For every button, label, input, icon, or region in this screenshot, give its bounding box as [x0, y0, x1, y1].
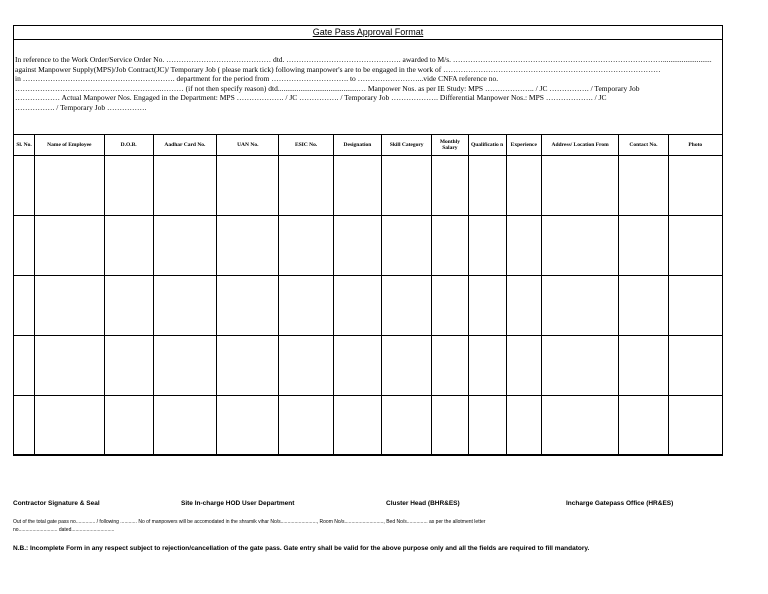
- table-cell[interactable]: [506, 156, 541, 216]
- site-incharge-label: Site In-charge HOD User Department: [181, 500, 295, 507]
- table-cell[interactable]: [333, 156, 381, 216]
- column-header: Contact No.: [619, 135, 668, 156]
- table-cell[interactable]: [668, 396, 722, 456]
- column-header: Monthly Salary: [432, 135, 468, 156]
- table-row: [14, 216, 723, 276]
- table-row: [14, 396, 723, 456]
- table-cell[interactable]: [506, 336, 541, 396]
- table-cell[interactable]: [468, 396, 506, 456]
- accommodation-note-line-2: no............................ dated...............................: [13, 526, 115, 533]
- table-cell[interactable]: [506, 396, 541, 456]
- table-cell[interactable]: [619, 216, 668, 276]
- paragraph-line-1: In reference to the Work Order/Service Order No. …………………………………… dtd. ………………………………………. awarded to M/s. …………………………………………………………………………..........................: [15, 55, 712, 64]
- table-cell[interactable]: [432, 336, 468, 396]
- table-cell[interactable]: [619, 396, 668, 456]
- table-cell[interactable]: [382, 276, 432, 336]
- table-cell[interactable]: [279, 216, 333, 276]
- table-cell[interactable]: [432, 216, 468, 276]
- table-cell[interactable]: [668, 216, 722, 276]
- column-header: D.O.B.: [104, 135, 153, 156]
- contractor-signature-label: Contractor Signature & Seal: [13, 500, 100, 507]
- column-header: Skill Category: [382, 135, 432, 156]
- column-header: UAN No.: [217, 135, 279, 156]
- table-cell[interactable]: [432, 396, 468, 456]
- table-cell[interactable]: [382, 216, 432, 276]
- table-cell[interactable]: [104, 216, 153, 276]
- table-cell[interactable]: [432, 156, 468, 216]
- table-cell[interactable]: [279, 276, 333, 336]
- table-cell[interactable]: [217, 276, 279, 336]
- table-cell[interactable]: [104, 336, 153, 396]
- table-cell[interactable]: [619, 336, 668, 396]
- table-cell[interactable]: [668, 336, 722, 396]
- table-cell[interactable]: [14, 336, 35, 396]
- table-cell[interactable]: [35, 336, 104, 396]
- table-cell[interactable]: [35, 216, 104, 276]
- table-row: [14, 156, 723, 216]
- table-cell[interactable]: [35, 156, 104, 216]
- column-header: Address/ Location From: [541, 135, 618, 156]
- table-cell[interactable]: [541, 396, 618, 456]
- table-cell[interactable]: [541, 276, 618, 336]
- table-cell[interactable]: [619, 276, 668, 336]
- table-header-row: [14, 135, 723, 156]
- table-cell[interactable]: [333, 396, 381, 456]
- table-cell[interactable]: [279, 156, 333, 216]
- table-cell[interactable]: [153, 276, 216, 336]
- table-cell[interactable]: [153, 336, 216, 396]
- column-header: Photo: [668, 135, 722, 156]
- gatepass-office-label: Incharge Gatepass Office (HR&ES): [566, 500, 674, 507]
- table-cell[interactable]: [217, 396, 279, 456]
- table-cell[interactable]: [153, 216, 216, 276]
- table-cell[interactable]: [279, 396, 333, 456]
- form-title-text: Gate Pass Approval Format: [312, 27, 424, 37]
- table-cell[interactable]: [14, 396, 35, 456]
- table-cell[interactable]: [506, 276, 541, 336]
- table-cell[interactable]: [541, 336, 618, 396]
- cluster-head-label: Cluster Head (BHR&ES): [386, 500, 460, 507]
- paragraph-line-5: ……………… Actual Manpower Nos. Engaged in the Department: MPS ………………. / JC ……………. / Temporary Job ………………. Differential Manpower Nos.: MPS ………………. / JC: [15, 93, 607, 102]
- table-cell[interactable]: [333, 336, 381, 396]
- column-header: Aadhar Card No.: [153, 135, 216, 156]
- table-cell[interactable]: [468, 216, 506, 276]
- table-cell[interactable]: [506, 216, 541, 276]
- table-cell[interactable]: [668, 276, 722, 336]
- table-cell[interactable]: [432, 276, 468, 336]
- table-row: [14, 336, 723, 396]
- accommodation-note: [13, 519, 485, 534]
- table-cell[interactable]: [14, 156, 35, 216]
- table-cell[interactable]: [382, 336, 432, 396]
- table-cell[interactable]: [35, 276, 104, 336]
- accommodation-note-line-1: Out of the total gate pass no.............. / following ............ No of manpowers will be accomodated in the shramik vihar No/s.........................., Room No/s............................, Bed No/s............... as per the allotment letter: [13, 519, 486, 525]
- column-header: Experience: [506, 135, 541, 156]
- table-cell[interactable]: [14, 276, 35, 336]
- column-header: Qualificatio n: [468, 135, 506, 156]
- table-row: [14, 276, 723, 336]
- table-cell[interactable]: [14, 216, 35, 276]
- table-cell[interactable]: [217, 216, 279, 276]
- paragraph-line-3: in ……………………………………………………. department for the period from …………………………. to ……………………...vide CNFA reference no.: [15, 74, 499, 83]
- table-cell[interactable]: [468, 276, 506, 336]
- table-cell[interactable]: [217, 336, 279, 396]
- form-title: [14, 26, 722, 40]
- table-cell[interactable]: [541, 156, 618, 216]
- table-cell[interactable]: [279, 336, 333, 396]
- table-cell[interactable]: [153, 156, 216, 216]
- paragraph-line-4: …………………………………………………..……… (if not then specify reason) dtd...........................................… Manpower Nos. as per IE Study: MPS ……………….. / JC ……………. / Temporary Job: [15, 83, 640, 93]
- table-cell[interactable]: [668, 156, 722, 216]
- column-header: Designation: [333, 135, 381, 156]
- table-cell[interactable]: [541, 216, 618, 276]
- table-cell[interactable]: [468, 156, 506, 216]
- paragraph-line-2: against Manpower Supply(MPS)/Job Contract(JC)/ Temporary Job ( please mark tick) following manpower's are to be engaged in the work of ……………………………………………………………………………: [15, 64, 661, 74]
- column-header: Sl. No.: [14, 135, 35, 156]
- table-cell[interactable]: [104, 396, 153, 456]
- table-cell[interactable]: [104, 156, 153, 216]
- table-cell[interactable]: [382, 156, 432, 216]
- employee-table: [13, 134, 723, 456]
- reference-paragraph: [15, 55, 721, 112]
- column-header: Name of Employee: [35, 135, 104, 156]
- table-cell[interactable]: [382, 396, 432, 456]
- table-cell[interactable]: [333, 276, 381, 336]
- paragraph-line-6: ……………. / Temporary Job …………….: [15, 102, 147, 112]
- table-cell[interactable]: [104, 276, 153, 336]
- table-cell[interactable]: [333, 216, 381, 276]
- table-cell[interactable]: [153, 396, 216, 456]
- column-header: ESIC No.: [279, 135, 333, 156]
- table-cell[interactable]: [35, 396, 104, 456]
- table-cell[interactable]: [468, 336, 506, 396]
- gate-pass-form: [13, 25, 723, 455]
- table-cell[interactable]: [217, 156, 279, 216]
- nb-note: N.B.: Incomplete Form in any respect subject to rejection/cancellation of the gate pass. Gate entry shall be valid for the above purpose only and all the fields are required to fill mandatory.: [13, 545, 590, 552]
- table-cell[interactable]: [619, 156, 668, 216]
